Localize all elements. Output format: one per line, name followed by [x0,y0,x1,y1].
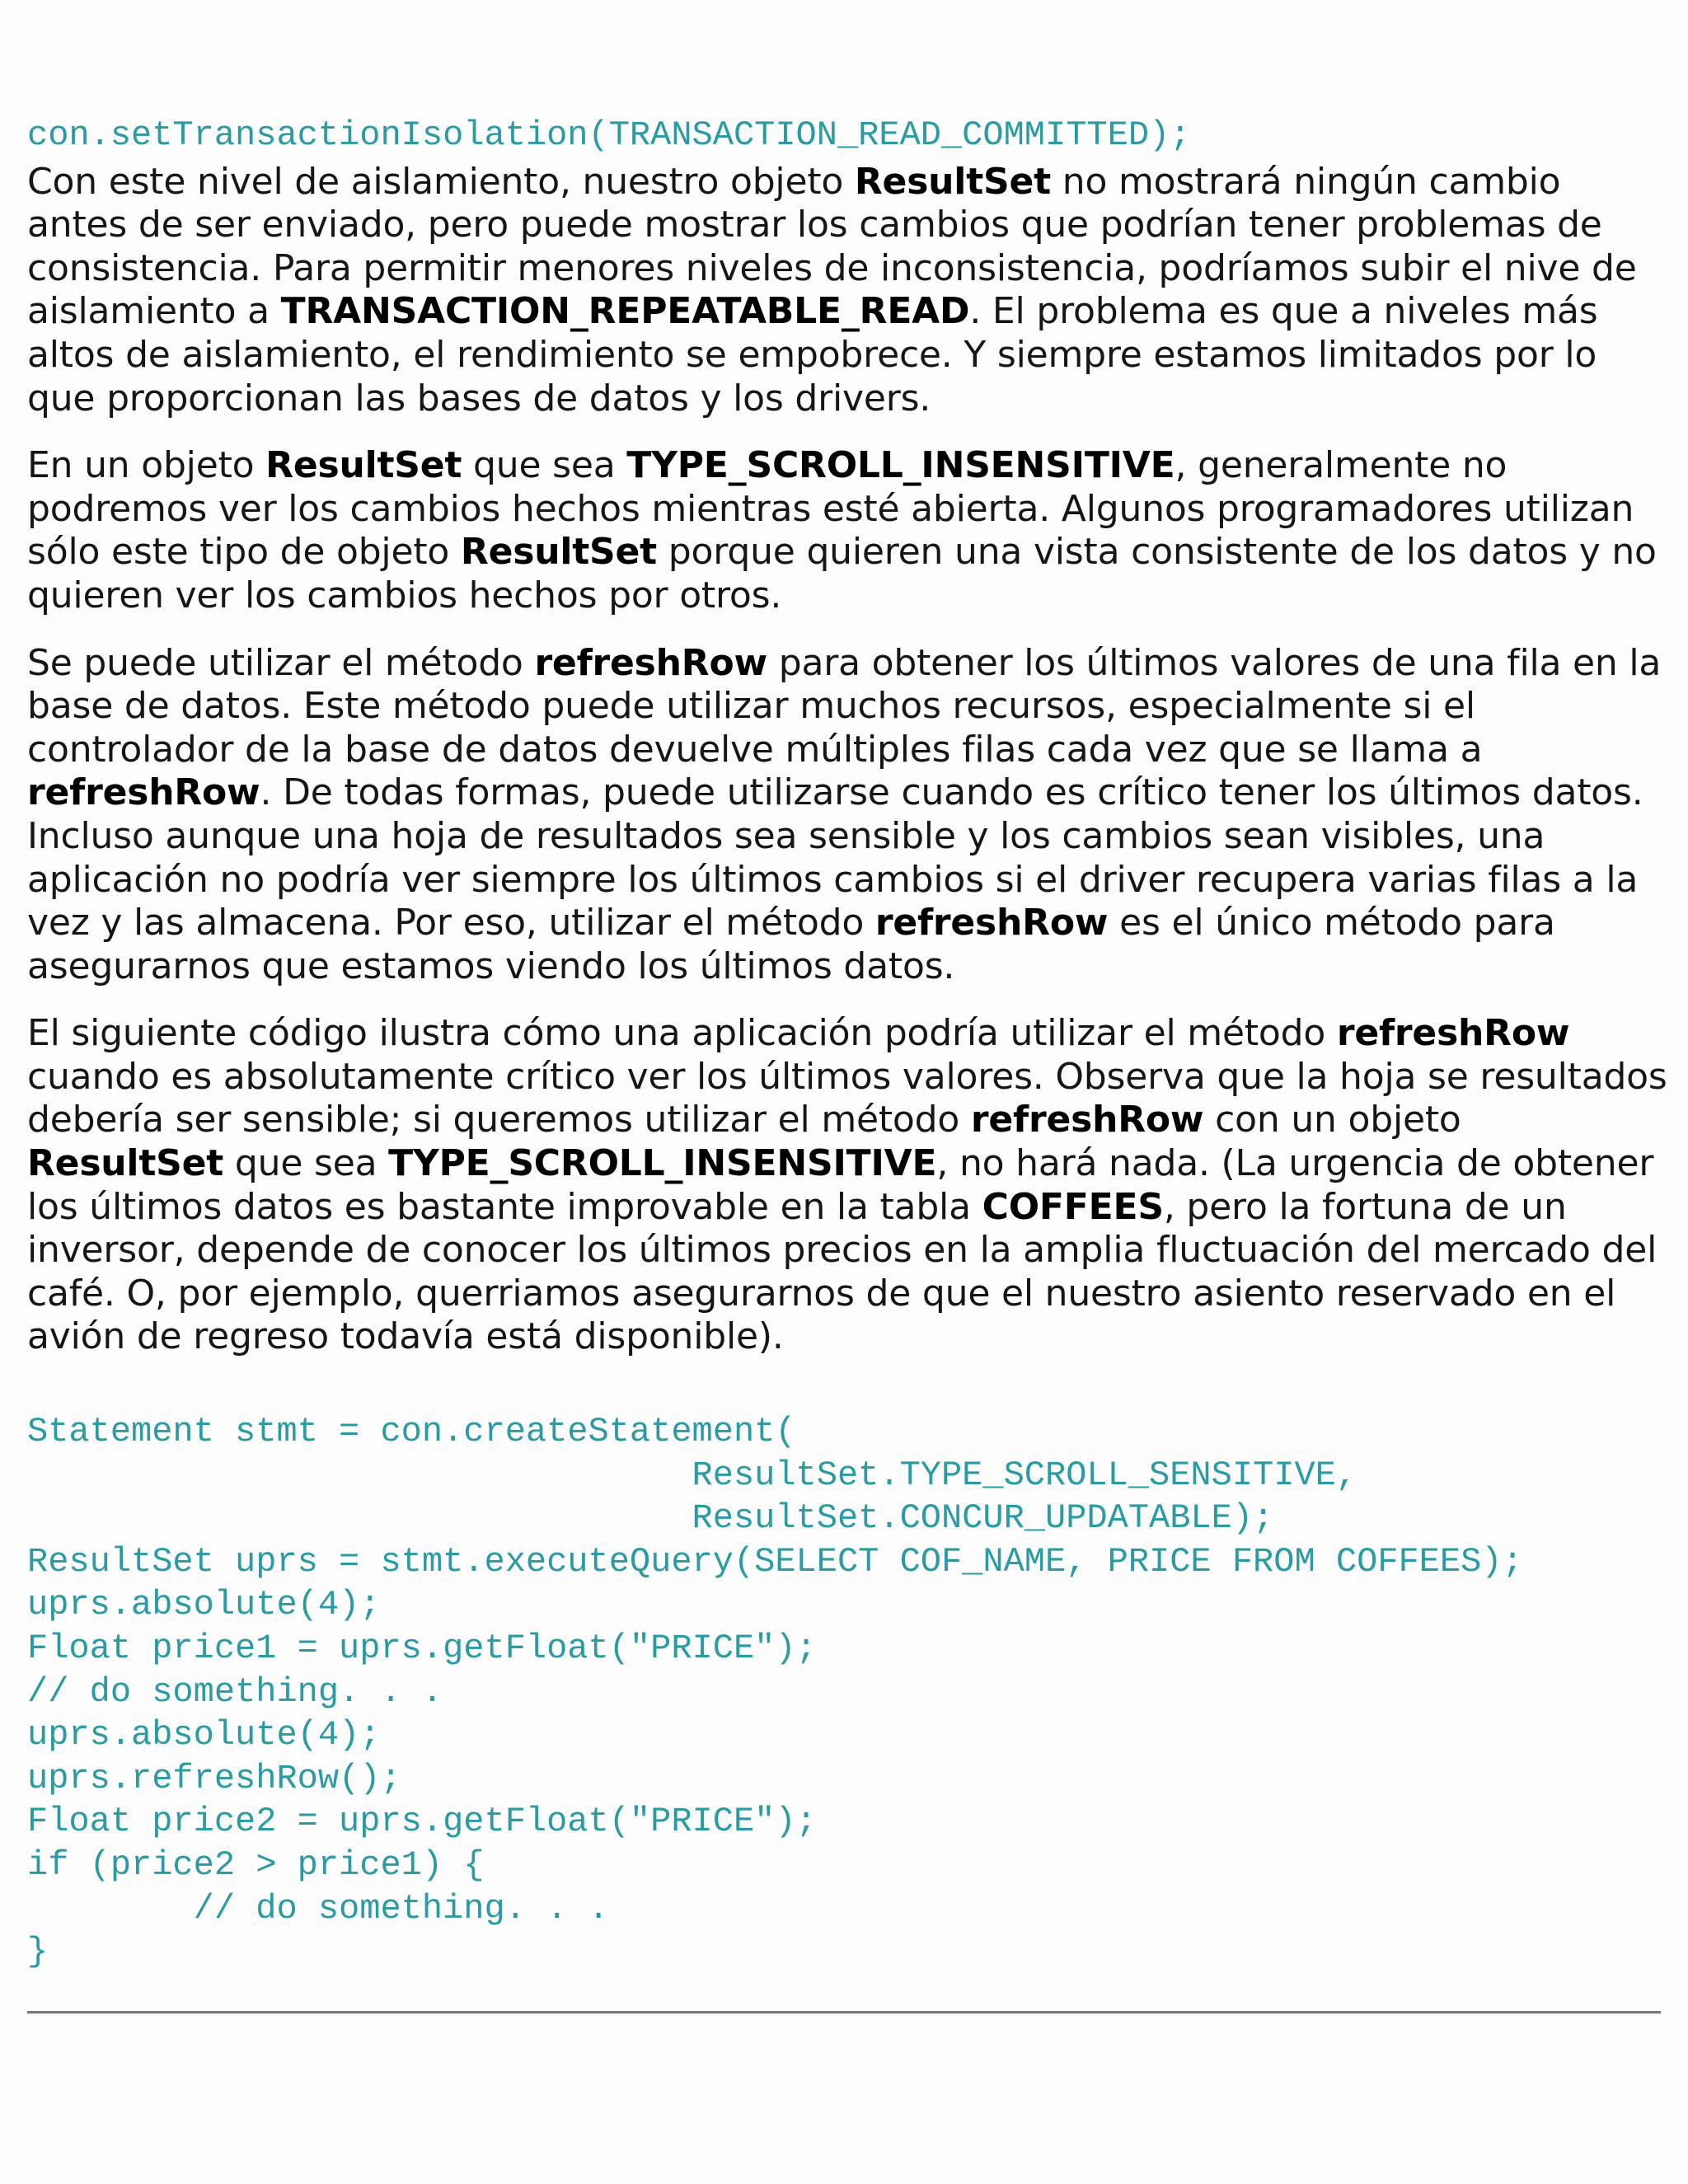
code-line: } [27,1932,49,1972]
code-block-refreshrow-example [27,1410,1667,1974]
paragraph-refreshrow [27,642,1667,989]
text: porque quieren una vista consistente de los datos y no quieren ver los cambios hechos por otros. [27,531,1657,616]
text: que sea [462,444,627,487]
text: que sea [223,1142,389,1185]
text: . El problema es que a niveles más altos de aislamiento, el rendimiento se empobrece. Y siempre estamos limitados por lo que proporcionan las bases de datos y los drivers. [27,290,1598,419]
keyword-resultset: ResultSet [460,531,658,574]
text: , pero la fortuna de un inversor, depende de conocer los últimos precios en la amplia fluctuación del mercado del café. O, por ejemplo, querriamos asegurarnos de que el nuestro asiento reservado en el avión de regreso todavía está disponible). [27,1185,1658,1358]
text: Con este nivel de aislamiento, nuestro objeto [27,160,855,203]
text: no mostrará ningún cambio antes de ser enviado, pero puede mostrar los cambios que podrían tener problemas de consistencia. Para permitir menores niveles de inconsistencia, podríamos subir el nive de aislamiento a [27,160,1637,333]
text: Se puede utilizar el método [27,641,535,684]
keyword-type-scroll-insensitive: TYPE_SCROLL_INSENSITIVE [626,444,1175,487]
code-line-isolation: con.setTransactionIsolation(TRANSACTION_READ_COMMITTED); [27,115,1191,155]
code-line: uprs.refreshRow(); [27,1758,401,1798]
code-line: Statement stmt = con.createStatement( [27,1412,796,1452]
code-line: ResultSet uprs = stmt.executeQuery(SELECT COF_NAME, PRICE FROM COFFEES); [27,1541,1523,1582]
text: para obtener los últimos valores de una fila en la base de datos. Este método puede utilizar muchos recursos, especialmente si el controlador de la base de datos devuelve múltiples filas cada vez que se llama a [27,641,1662,771]
code-line: if (price2 > price1) { [27,1844,485,1885]
code-line: Float price1 = uprs.getFloat("PRICE"); [27,1629,817,1668]
keyword-refreshrow: refreshRow [534,641,767,684]
paragraph-code-intro [27,1012,1667,1359]
document-content [27,114,1667,1974]
text: El siguiente código ilustra cómo una aplicación podría utilizar el método [27,1012,1337,1055]
code-line: uprs.absolute(4); [27,1715,381,1755]
keyword-refreshrow: refreshRow [27,771,260,814]
code-line: // do something. . . [27,1671,443,1712]
keyword-resultset: ResultSet [27,1142,224,1185]
code-line: Float price2 = uprs.getFloat("PRICE"); [27,1802,817,1842]
keyword-type-scroll-insensitive: TYPE_SCROLL_INSENSITIVE [388,1142,937,1185]
text: cuando es absolutamente crítico ver los últimos valores. Observa que la hoja se resultados debería ser sensible; si queremos utilizar el método [27,1055,1667,1141]
keyword-transaction-repeatable-read: TRANSACTION_REPEATABLE_READ [280,290,970,333]
keyword-refreshrow: refreshRow [970,1099,1204,1141]
code-line: ResultSet.TYPE_SCROLL_SENSITIVE, [27,1455,1357,1495]
keyword-refreshrow: refreshRow [1336,1012,1570,1055]
text: . De todas formas, puede utilizarse cuando es crítico tener los últimos datos. Incluso aunque una hoja de resultados sea sensible y los cambios sean visibles, una aplicación no podría ver siempre los últimos cambios si el driver recupera varias filas a la vez y las almacena. Por eso, utilizar el método [27,771,1643,944]
keyword-refreshrow: refreshRow [874,902,1109,944]
keyword-coffees: COFFEES [982,1185,1164,1228]
keyword-resultset: ResultSet [854,160,1051,203]
horizontal-rule [27,2011,1661,2014]
paragraph-scroll-insensitive [27,444,1667,617]
text: con un objeto [1203,1099,1461,1141]
text: , no hará nada. (La urgencia de obtener los últimos datos es bastante improvable en la tabla [27,1142,1654,1228]
keyword-resultset: ResultSet [265,444,462,487]
text: es el único método para asegurarnos que estamos viendo los últimos datos. [27,902,1555,987]
paragraph-isolation-level [27,161,1667,421]
text: En un objeto [27,444,266,487]
code-line: uprs.absolute(4); [27,1585,381,1625]
text: , generalmente no podremos ver los cambios hechos mientras esté abierta. Algunos programadores utilizan sólo este tipo de objeto [27,444,1634,574]
code-line: ResultSet.CONCUR_UPDATABLE); [27,1498,1274,1539]
code-line: // do something. . . [27,1888,609,1929]
